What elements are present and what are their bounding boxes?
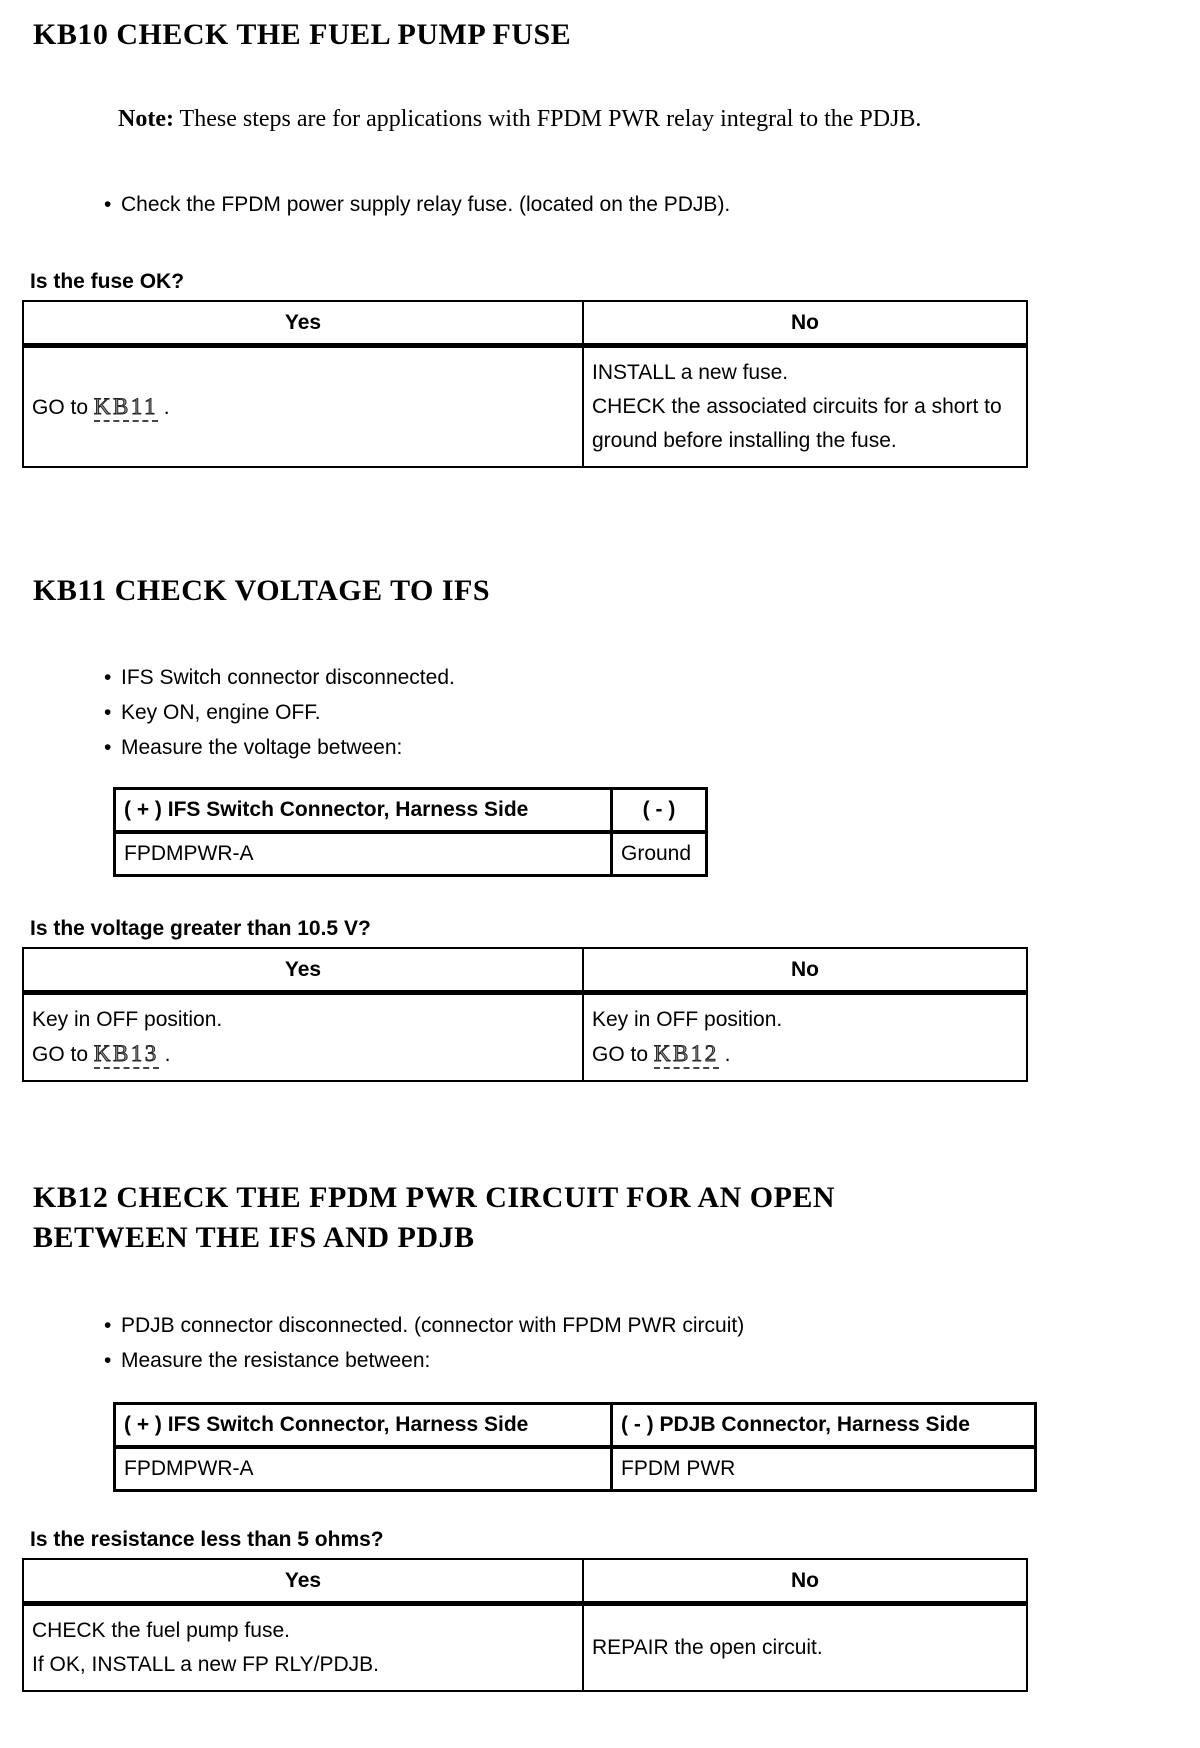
go-to-line	[32, 390, 574, 425]
kb12-bullet-list	[0, 1308, 1200, 1378]
action-line: If OK, INSTALL a new FP RLY/PDJB.	[32, 1653, 380, 1676]
section-kb12-title: KB12 CHECK THE FPDM PWR CIRCUIT FOR AN OPEN BETWEEN THE IFS AND PDJB	[33, 1181, 836, 1254]
yes-cell	[23, 346, 583, 468]
meas-negative-header: ( - ) PDJB Connector, Harness Side	[612, 1404, 1036, 1448]
note-text: These steps are for applications with FPDM PWR relay integral to the PDJB.	[179, 106, 922, 132]
go-to-pre: GO to	[592, 1043, 654, 1066]
section-kb10-title: KB10 CHECK THE FUEL PUMP FUSE	[33, 18, 572, 51]
kb10-bullet-list	[0, 187, 1200, 222]
go-to-line	[592, 1037, 1018, 1072]
note-label: Note:	[118, 106, 174, 132]
go-to-line	[32, 1037, 574, 1072]
yes-cell	[23, 1604, 583, 1692]
decision-table-kb12	[22, 1558, 1028, 1692]
bullet-item: • Measure the resistance between:	[121, 1343, 1200, 1378]
meas-negative-value: Ground	[612, 832, 707, 876]
action-line: INSTALL a new fuse.	[592, 361, 789, 384]
measurement-table-kb11	[113, 787, 708, 877]
question-voltage: Is the voltage greater than 10.5 V?	[30, 917, 371, 940]
kb11-bullet-list	[0, 660, 1200, 765]
no-cell	[583, 993, 1027, 1082]
go-to-pre: GO to	[32, 395, 94, 419]
decision-table-kb11	[22, 947, 1028, 1082]
yes-header-cell: Yes	[23, 948, 583, 993]
action-line: Key in OFF position.	[32, 1008, 223, 1031]
yes-header-cell: Yes	[23, 1559, 583, 1604]
action-line: REPAIR the open circuit.	[592, 1636, 823, 1659]
no-header-cell: No	[583, 1559, 1027, 1604]
link-kb12[interactable]: KB12	[654, 1041, 719, 1069]
bullet-item: • Key ON, engine OFF.	[121, 695, 1200, 730]
section-kb11-title: KB11 CHECK VOLTAGE TO IFS	[33, 574, 491, 607]
go-to-post: .	[157, 395, 170, 419]
question-resistance: Is the resistance less than 5 ohms?	[30, 1528, 384, 1551]
meas-negative-value: FPDM PWR	[612, 1447, 1036, 1491]
decision-table-kb10	[22, 300, 1028, 468]
action-line: CHECK the associated circuits for a short to ground before installing the fuse.	[592, 395, 1002, 452]
go-to-post: .	[718, 1043, 731, 1066]
meas-positive-header: ( + ) IFS Switch Connector, Harness Side	[115, 789, 612, 833]
no-cell	[583, 346, 1027, 468]
no-header-cell: No	[583, 948, 1027, 993]
yes-cell	[23, 993, 583, 1082]
yes-header-cell: Yes	[23, 301, 583, 346]
meas-positive-value: FPDMPWR-A	[115, 1447, 612, 1491]
meas-negative-header: ( - )	[612, 789, 707, 833]
kb10-note	[118, 102, 998, 137]
meas-positive-header: ( + ) IFS Switch Connector, Harness Side	[115, 1404, 612, 1448]
no-cell	[583, 1604, 1027, 1692]
measurement-table-kb12	[113, 1402, 1037, 1492]
bullet-item: • Measure the voltage between:	[121, 730, 1200, 765]
go-to-pre: GO to	[32, 1043, 94, 1066]
no-header-cell: No	[583, 301, 1027, 346]
meas-positive-value: FPDMPWR-A	[115, 832, 612, 876]
bullet-item: • IFS Switch connector disconnected.	[121, 660, 1200, 695]
question-fuse-ok: Is the fuse OK?	[30, 270, 185, 293]
action-line: CHECK the fuel pump fuse.	[32, 1619, 290, 1642]
bullet-item: • PDJB connector disconnected. (connector with FPDM PWR circuit)	[121, 1308, 1200, 1343]
action-line: Key in OFF position.	[592, 1008, 783, 1031]
go-to-post: .	[158, 1043, 171, 1066]
bullet-item: • Check the FPDM power supply relay fuse. (located on the PDJB).	[121, 187, 1200, 222]
link-kb11[interactable]: KB11	[94, 394, 158, 422]
link-kb13[interactable]: KB13	[94, 1041, 159, 1069]
